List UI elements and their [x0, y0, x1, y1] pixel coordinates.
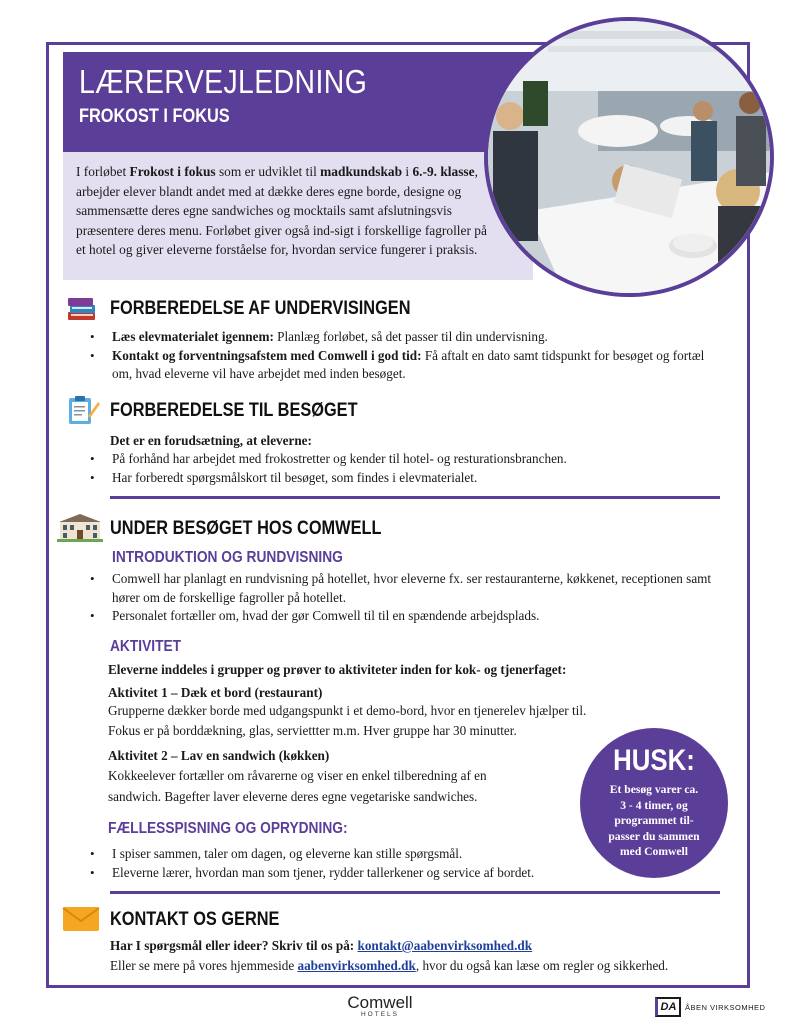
photo-illustration [488, 21, 774, 297]
list-item [86, 347, 706, 384]
section-title-prep-visit: FORBEREDELSE TIL BESØGET [110, 400, 358, 421]
subsection-title-intro-tour: INTRODUKTION OG RUNDVISNING [112, 549, 343, 566]
section-title-visit: UNDER BESØGET HOS COMWELL [110, 518, 382, 539]
intro-bold: Frokost i fokus [129, 164, 216, 179]
envelope-icon [62, 906, 100, 932]
intro-tour-list [86, 570, 716, 626]
clipboard-icon [66, 394, 100, 426]
list-item-bold: Læs elevmaterialet igennem: [112, 329, 274, 344]
intro-text: , arbejder elever blandt andet med at dække deres egne borde, designe og sammensætte deres egne sandwiches og mocktails samt afslutningsvis præsentere deres menu. Forløbet giver også ind-sigt i forskellige fagroller på et hotel og giver eleverne forståelse for, hvordan service fungerer i praksis. [76, 164, 487, 257]
list-item: • Eleverne lærer, hvordan man som tjener, rydder tallerkener og service af bordet. [86, 864, 586, 883]
hotel-building-icon [57, 512, 103, 542]
intro-bold: madkundskab [320, 164, 403, 179]
list-item: • På forhånd har arbejdet med frokostretter og kender til hotel- og resturationsbranchen. [86, 450, 716, 469]
comwell-brand-sub: HOTELS [360, 1011, 399, 1018]
activity-2-line: Kokkeelever fortæller om råvarerne og viser en enkel tilberedning af en [108, 768, 487, 783]
page-title: LÆRERVEJLEDNING [79, 63, 368, 100]
prep-teaching-list [86, 328, 706, 384]
list-item: • I spiser sammen, taler om dagen, og eleverne kan stille spørgsmål. [86, 845, 586, 864]
list-item-bold: Kontakt og forventningsafstem med Comwell i god tid: [112, 347, 422, 363]
section-divider [110, 496, 720, 499]
reminder-line: passer du sammen [608, 829, 700, 843]
activity-1-line: Fokus er på borddækning, glas, serviettter m.m. Hver gruppe har 30 minutter. [108, 723, 517, 738]
reminder-line: med Comwell [620, 845, 688, 858]
prep-visit-list [86, 450, 716, 487]
aaben-virksomhed-logo [655, 997, 765, 1017]
activity-1-title: Aktivitet 1 – Dæk et bord (restaurant) [108, 685, 323, 700]
website-link[interactable]: aabenvirksomhed.dk [297, 958, 416, 973]
comwell-logo [334, 993, 426, 1018]
header-banner [63, 52, 533, 152]
contact-text: Har I spørgsmål eller ideer? Skriv til os på: [110, 938, 358, 953]
contact-text: Eller se mere på vores hjemmeside [110, 958, 298, 973]
intro-bold: 6.-9. klasse [412, 164, 475, 179]
reminder-line: Et besøg varer ca. [609, 783, 699, 796]
email-link[interactable]: kontakt@aabenvirksomhed.dk [357, 938, 533, 953]
activity-1-line: Grupperne dækker borde med udgangspunkt i et demo-bord, hvor en tjenerelev hjælper til. [108, 703, 587, 718]
reminder-text [580, 782, 728, 860]
prep-visit-lead: Det er en forudsætning, at eleverne: [110, 433, 312, 448]
reminder-line: 3 - 4 timer, og [620, 798, 688, 812]
classroom-photo [484, 17, 774, 297]
activity-lead: Eleverne inddeles i grupper og prøver to aktiviteter inden for kok- og tjenerfaget: [108, 662, 567, 677]
list-item-text: Få aftalt en dato samt tidspunkt for besøget og fortæl om, hvad eleverne vil have arbejdet med inden besøget. [112, 347, 705, 381]
subsection-title-activity: AKTIVITET [110, 638, 182, 655]
list-item [86, 328, 706, 347]
comwell-brand: Comwell [347, 993, 413, 1012]
reminder-badge [580, 728, 728, 878]
page-subtitle: FROKOST I FOKUS [79, 106, 230, 127]
contact-text: , hvor du også kan læse om regler og sikkerhed. [415, 958, 669, 973]
intro-text: som er udviklet til [215, 164, 321, 179]
contact-line-1 [110, 936, 532, 955]
intro-text: I forløbet [76, 164, 130, 179]
books-icon [66, 294, 98, 324]
list-item-text: Planlæg forløbet, så det passer til din undervisning. [273, 329, 548, 344]
list-item: • Har forberedt spørgsmålskort til besøget, som findes i elevmaterialet. [86, 469, 716, 488]
activity-2-line: sandwich. Bagefter laver eleverne deres egne vegetariske sandwiches. [108, 789, 478, 804]
activity-2-title: Aktivitet 2 – Lav en sandwich (køkken) [108, 748, 330, 763]
list-item: • Personalet fortæller om, hvad der gør Comwell til til en spændende arbejdsplads. [86, 607, 716, 626]
meal-list [86, 845, 586, 882]
da-logo-text: ÅBEN VIRKSOMHED [685, 1002, 766, 1012]
section-title-prep-teaching: FORBEREDELSE AF UNDERVISINGEN [110, 298, 411, 319]
contact-line-2 [110, 956, 668, 975]
list-item: • Comwell har planlagt en rundvisning på hotellet, hvor eleverne fx. ser restauranterne, køkkenet, receptionen samt hører om de forskellige fagroller på hotellet. [86, 570, 716, 607]
reminder-line: programmet til- [614, 814, 694, 827]
section-divider [110, 891, 720, 894]
section-title-contact: KONTAKT OS GERNE [110, 909, 280, 930]
intro-text: i [402, 164, 413, 179]
reminder-title: HUSK: [613, 744, 695, 777]
intro-box [63, 152, 533, 280]
subsection-title-meal: FÆLLESSPISNING OG OPRYDNING: [108, 820, 348, 837]
da-logo-mark: DA [655, 997, 681, 1017]
